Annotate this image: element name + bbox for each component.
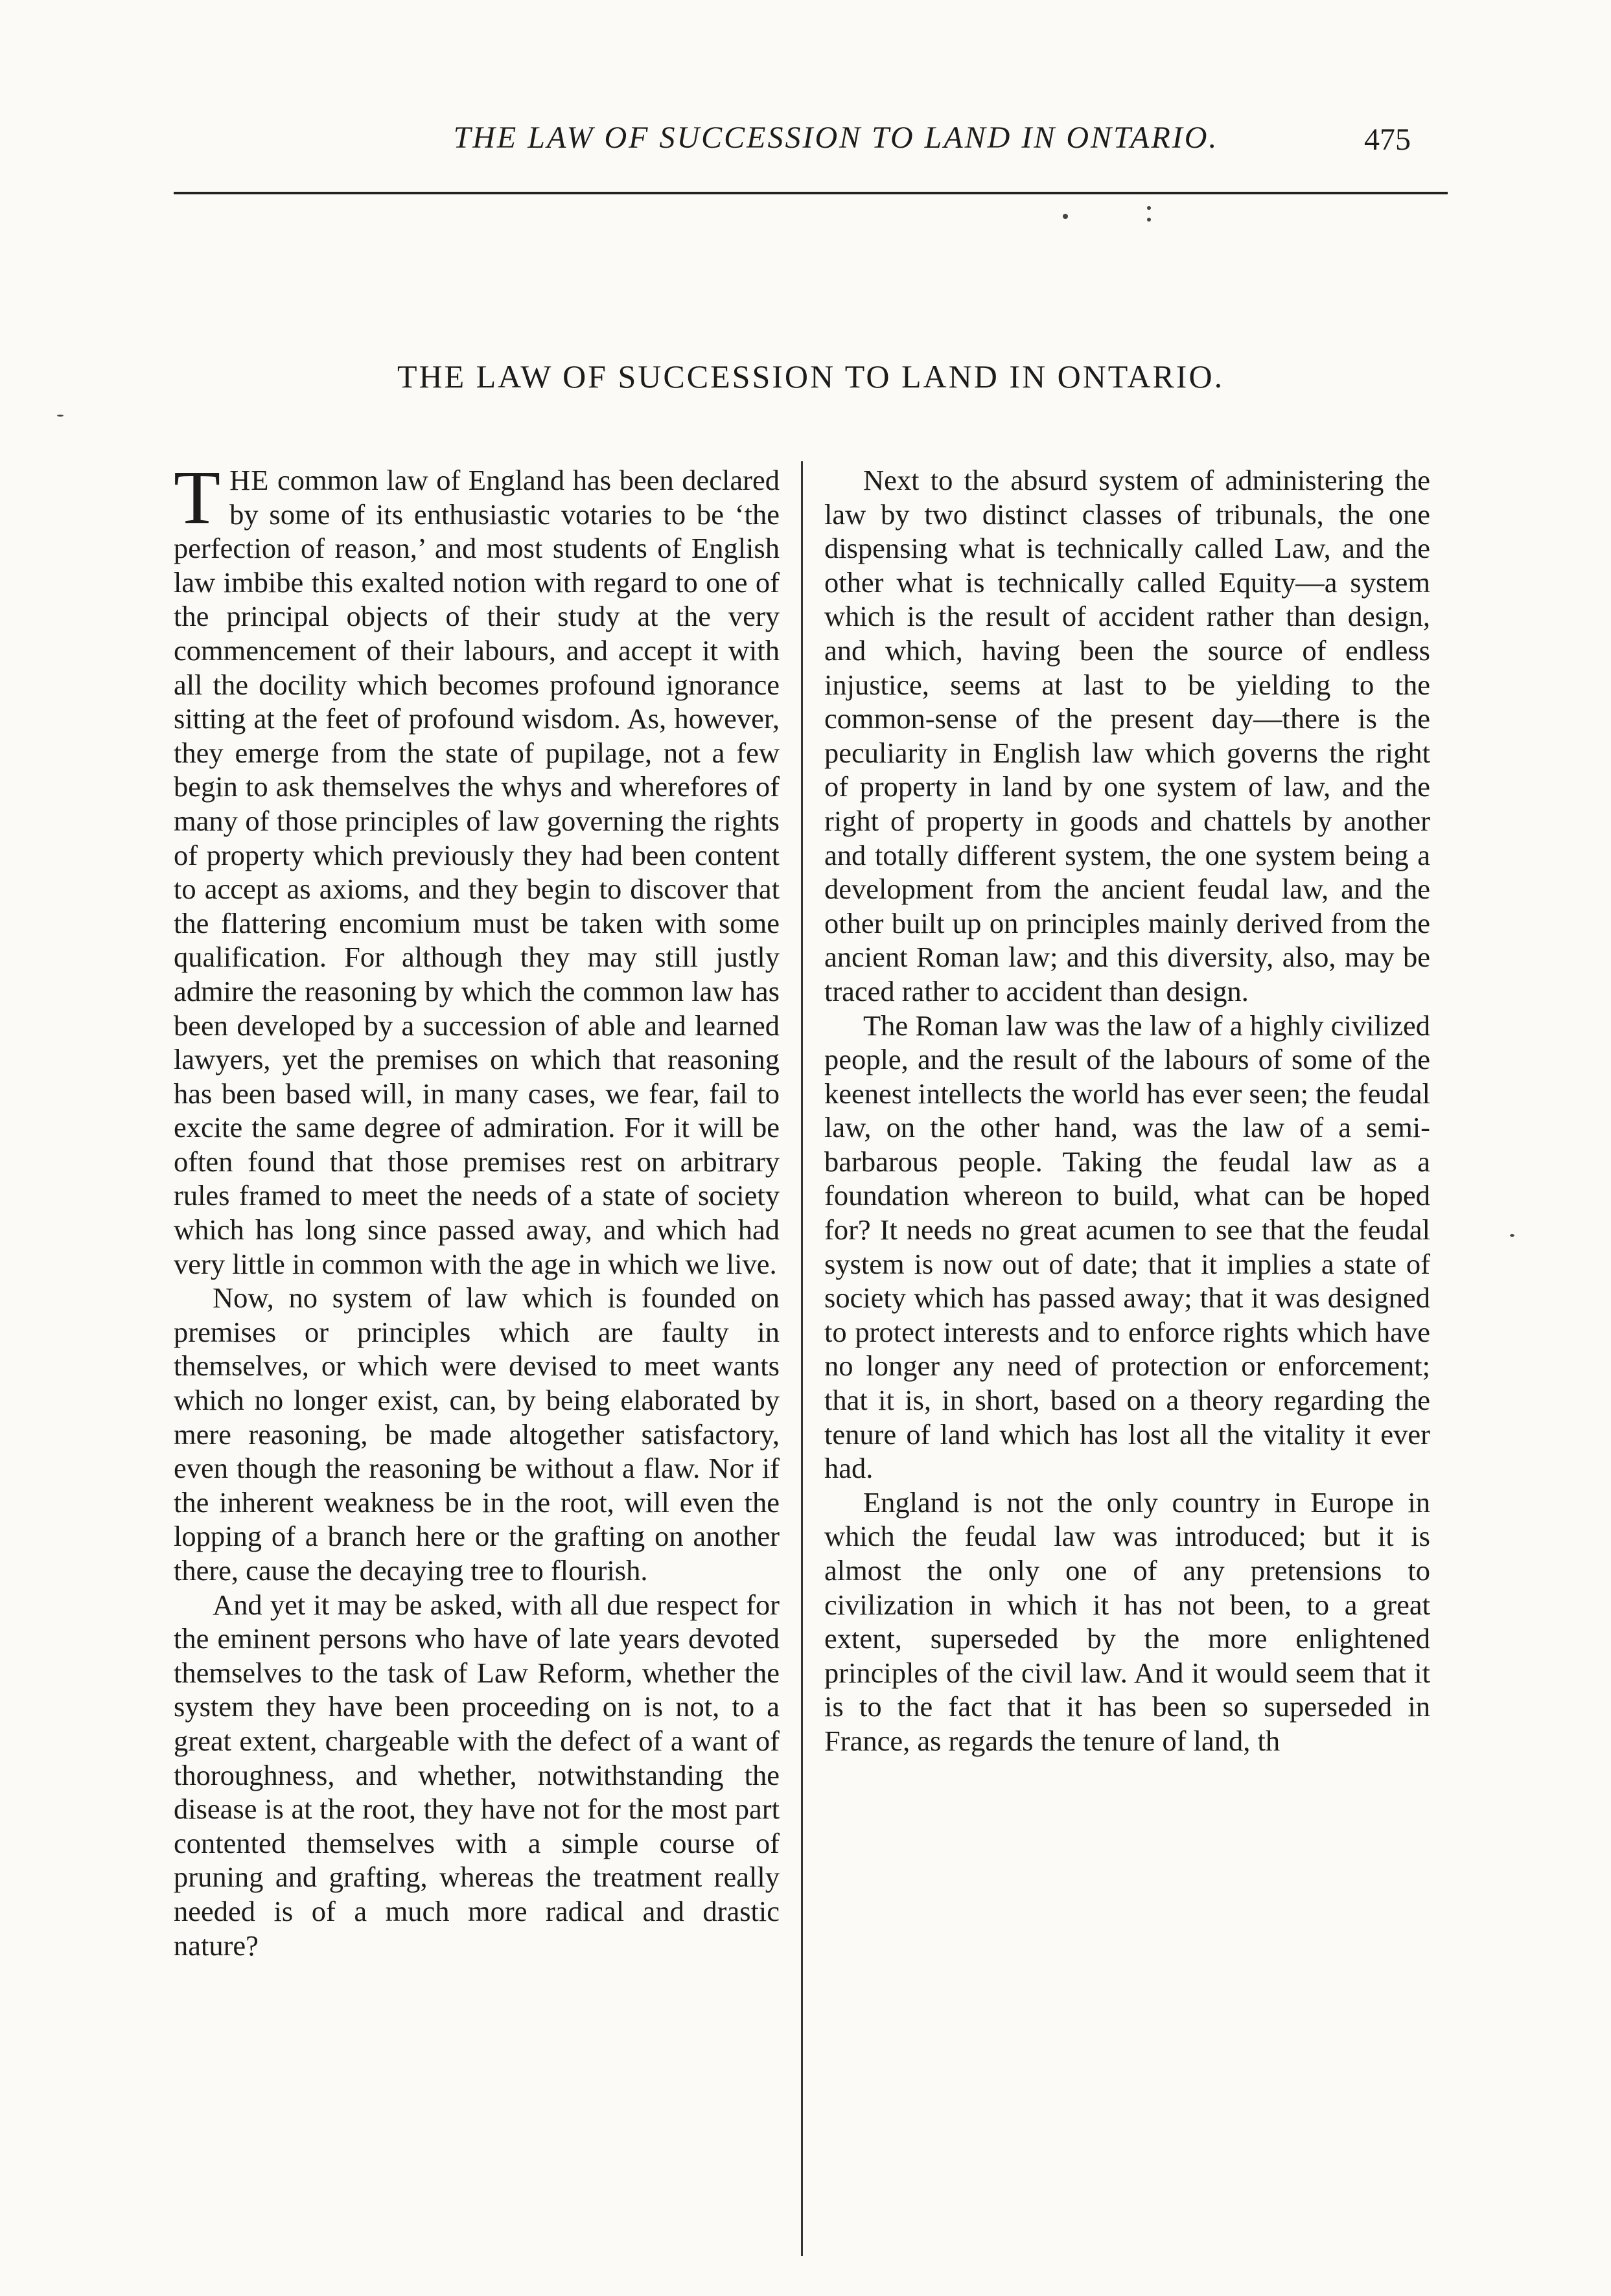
print-speck	[1510, 1234, 1514, 1237]
paragraph-text: common law of England has been declared by some of its enthusiastic votaries to be ‘the perfection of reason,’ and most students of English law imbibe this exalted notion with regard to one of the principal objects of their study at the very commencement of their labours, and accept it with all the docility which becomes profound ignorance sitting at the feet of profound wisdom. As, however, they emerge from the state of pupilage, not a few begin to ask themselves the whys and wherefores of many of those principles of law governing the rights of property which previously they had been content to accept as axioms, and they begin to discover that the flattering encomium must be taken with some qualification. For although they may still justly admire the reasoning by which the common law has been developed by a succession of able and learned lawyers, yet the premises on which that reasoning has been based will, in many cases, we fear, fail to excite the same degree of admiration. For it will be often found that those premises rest on arbitrary rules framed to meet the needs of a state of society which has long since passed away, and which had very little in common with the age in which we live.	[174, 464, 780, 1280]
page-number: 475	[1364, 122, 1411, 157]
article-paragraph-4: Next to the absurd system of administering the law by two distinct classes of tribunals, the one dispensing what is technically called Law, and the other what is technically called Equity—a system which is the result of accident rather than design, and which, having been the source of endless injustice, seems at last to be yielding to the common-sense of the present day—there is the peculiarity in English law which governs the right of property in land by one system of law, and the right of property in goods and chattels by another and totally different system, the one system being a development from the ancient feudal law, and the other built up on principles mainly derived from the ancient Roman law; and this diversity, also, may be traced rather to accident than design.	[824, 464, 1430, 1007]
article-paragraph-1	[174, 463, 780, 1281]
article-paragraph-3: And yet it may be asked, with all due respect for the eminent persons who have of late years devoted themselves to the task of Law Reform, whether the system they have been proceeding on is not, to a great extent, chargeable with the defect of a want of thoroughness, and whether, notwithstanding the disease is at the root, they have not for the most part contented themselves with a simple course of pruning and grafting, whereas the treatment really needed is of a much more radical and drastic nature?	[174, 1588, 780, 1962]
print-speck	[1063, 214, 1068, 219]
article-body-column-right	[824, 463, 1430, 2258]
article-paragraph-2: Now, no system of law which is founded on premises or principles which are faulty in themselves, or which were devised to meet wants which no longer exist, can, by being elaborated by mere reasoning, be made altogether satisfactory, even though the reasoning be without a flaw. Nor if the inherent weakness be in the root, will even the lopping of a branch here or the grafting on another there, cause the decaying tree to flourish.	[174, 1281, 780, 1587]
lead-word: HE	[229, 464, 270, 496]
running-header-title: THE LAW OF SUCCESSION TO LAND IN ONTARIO.	[453, 121, 1219, 155]
article-paragraph-6: England is not the only country in Europe in which the feudal law was introduced; but it is almost the only one of any pretensions to civilization in which it has not been, to a great extent, superseded by the more enlightened principles of the civil law. And it would seem that it is to the fact that it has been so superseded in France, as regards the tenure of land, th	[824, 1486, 1430, 1757]
column-divider	[801, 461, 803, 2256]
article-paragraph-5: The Roman law was the law of a highly civilized people, and the result of the labours of some of the keenest intellects the world has ever seen; the feudal law, on the other hand, was the law of a semi-barbarous people. Taking the feudal law as a foundation whereon to build, what can be hoped for? It needs no great acumen to see that the feudal system is now out of date; that it implies a state of society which has passed away; that it was designed to protect interests and to enforce rights which have no longer any need of protection or enforcement; that it is, in short, based on a theory regarding the tenure of land which has lost all the vitality it ever had.	[824, 1009, 1430, 1485]
print-speck	[57, 415, 64, 417]
header-rule	[174, 192, 1448, 194]
drop-cap: T	[174, 463, 221, 540]
print-speck	[1147, 206, 1151, 210]
article-title: THE LAW OF SUCCESSION TO LAND IN ONTARIO.	[397, 358, 1225, 395]
article-body-column	[174, 463, 780, 2258]
print-speck	[1147, 218, 1151, 222]
